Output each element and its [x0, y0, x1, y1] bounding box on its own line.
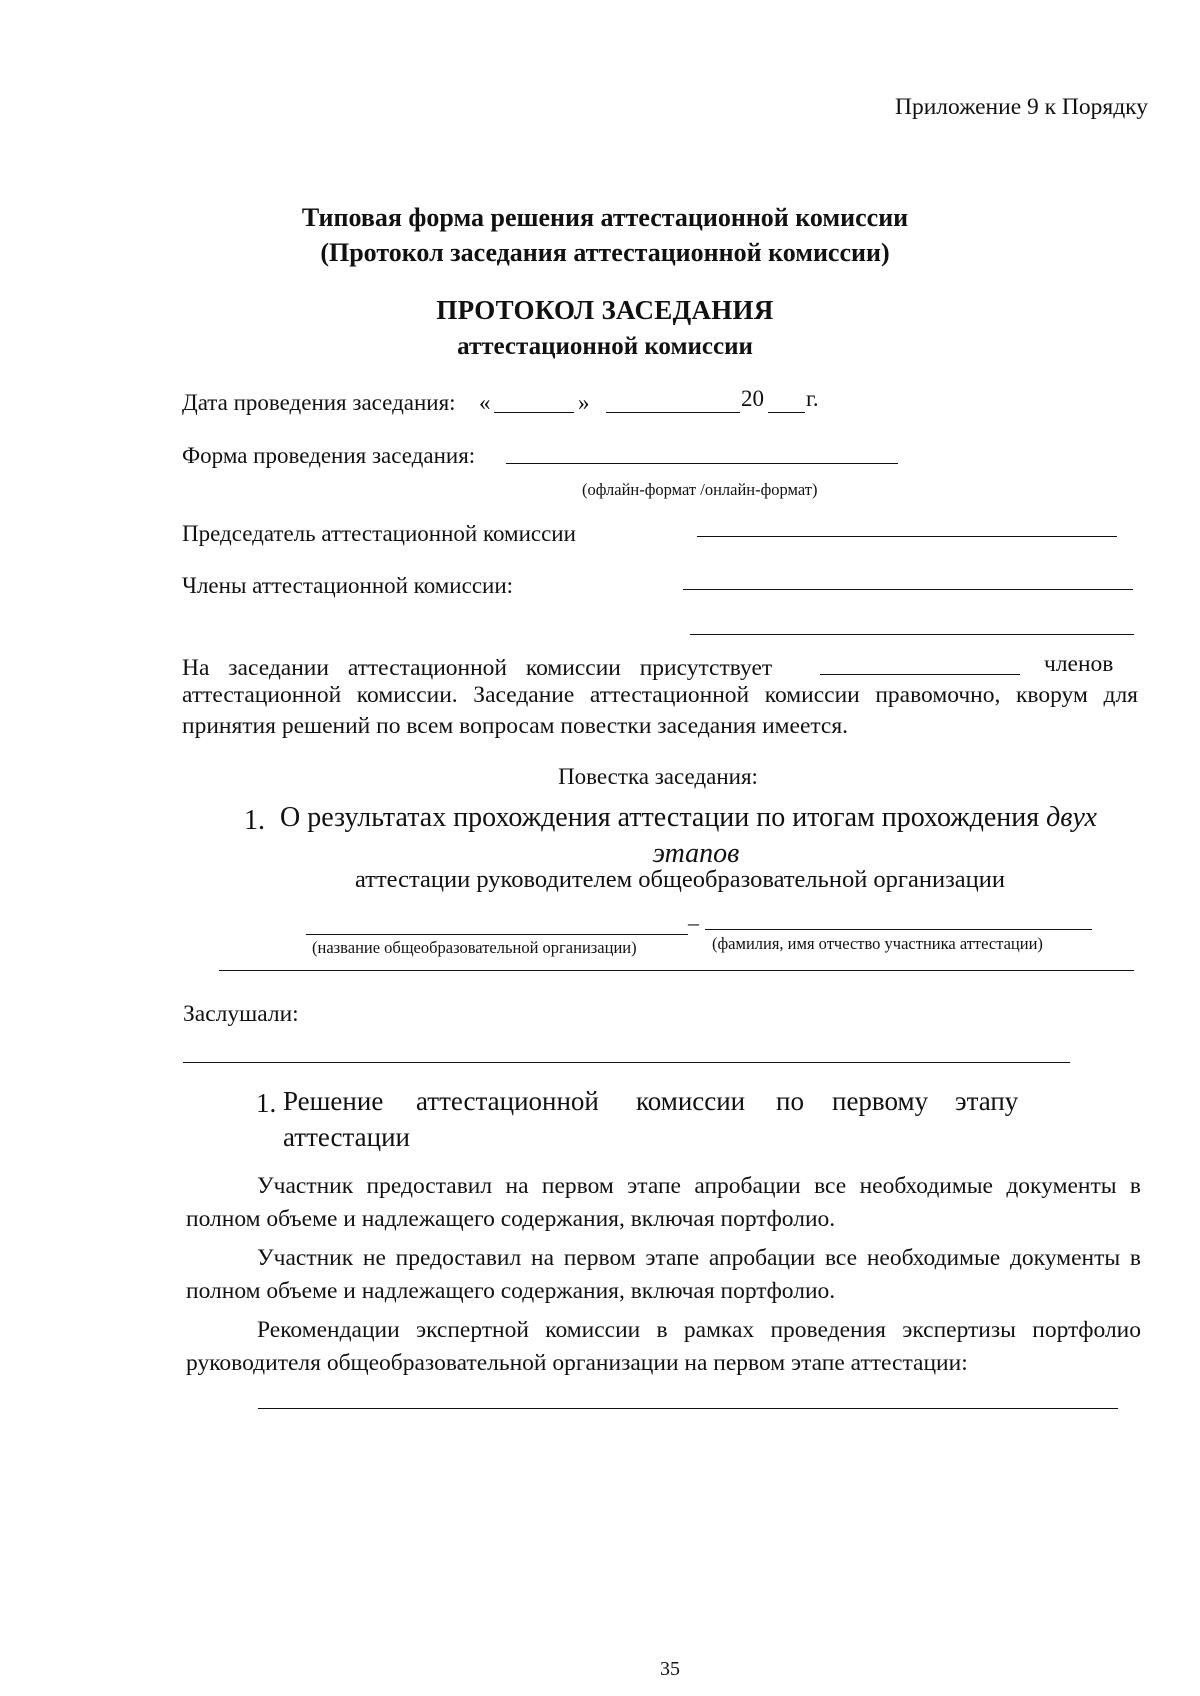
appendix-note: Приложение 9 к Порядку [895, 94, 1148, 120]
form-title: Типовая форма решения аттестационной комиссии [301, 203, 909, 232]
date-close-quote: » [578, 390, 590, 415]
chair-label: Председатель аттестационной комиссии [182, 521, 576, 546]
agenda-item-line3: аттестации руководителем общеобразовательной организации [355, 866, 1005, 893]
date-label: Дата проведения заседания: [182, 390, 456, 415]
date-month-field[interactable] [606, 412, 740, 413]
quorum-prefix: На заседании аттестационной комиссии присутствует [182, 655, 773, 681]
agenda-separator [219, 970, 1134, 971]
form-label: Форма проведения заседания: [182, 443, 476, 468]
agenda-dash: – [688, 910, 699, 935]
agenda-item-italic: двух [1046, 802, 1097, 833]
agenda-heading: Повестка заседания: [558, 764, 758, 789]
protocol-subtitle: аттестационной комиссии [457, 333, 753, 360]
quorum-text: аттестационной комиссии. Заседание аттестационной комиссии правомочно, кворум для принятия решений по всем вопросам повестки заседания имеется. [182, 682, 1138, 739]
decision-title-word-6: этапу [955, 1086, 1019, 1116]
form-subtitle: (Протокол заседания аттестационной комиссии) [320, 238, 890, 267]
decision-title-word-5: первому [832, 1086, 929, 1116]
recommendations-field[interactable] [258, 1408, 1118, 1409]
page-number: 35 [660, 1658, 680, 1680]
decision-title-line2: аттестации [283, 1122, 410, 1152]
participant-name-field[interactable] [705, 929, 1092, 930]
decision-title-word-4: по [776, 1086, 804, 1116]
quorum-suffix: членов [1044, 651, 1114, 677]
form-field[interactable] [506, 463, 898, 464]
org-name-field[interactable] [306, 934, 688, 935]
form-hint: (офлайн-формат /онлайн-формат) [582, 480, 818, 499]
chair-field[interactable] [697, 536, 1117, 537]
decision-number: 1. [256, 1088, 277, 1118]
decision-title-word-3: комиссии [636, 1086, 746, 1116]
quorum-count-field[interactable] [820, 674, 1020, 675]
decision-paragraph-3: Рекомендации экспертной комиссии в рамках проведения экспертизы портфолио руководителя общеобразовательной организации на первом этапе аттестации: [186, 1317, 1141, 1376]
agenda-item-number: 1. [244, 805, 265, 836]
decision-title-word-1: Решение [283, 1086, 384, 1116]
decision-title-word-2: аттестационной [416, 1086, 599, 1116]
agenda-item-line1 [280, 802, 1097, 834]
heard-label: Заслушали: [183, 1001, 299, 1027]
org-name-hint: (название общеобразовательной организации) [312, 938, 637, 957]
decision-paragraph-2: Участник не предоставил на первом этапе апробации все необходимые документы в полном объеме и надлежащего содержания, включая портфолио. [186, 1245, 1141, 1304]
agenda-item-text: О результатах прохождения аттестации по итогам прохождения [280, 802, 1040, 833]
agenda-item-italic-2: этапов [652, 838, 740, 869]
members-field-2[interactable] [690, 634, 1134, 635]
protocol-title: ПРОТОКОЛ ЗАСЕДАНИЯ [436, 295, 774, 325]
decision-paragraph-1: Участник предоставил на первом этапе апробации все необходимые документы в полном объеме и надлежащего содержания, включая портфолио. [186, 1173, 1141, 1232]
date-year-field[interactable] [768, 412, 805, 413]
date-year-suffix: г. [806, 386, 819, 411]
date-open-quote: « [479, 390, 491, 415]
participant-name-hint: (фамилия, имя отчество участника аттестации) [712, 934, 1043, 953]
heard-field[interactable] [183, 1062, 1070, 1063]
date-year-prefix: 20 [741, 386, 764, 411]
members-field-1[interactable] [683, 589, 1133, 590]
members-label: Члены аттестационной комиссии: [182, 573, 514, 598]
date-day-field[interactable] [494, 412, 574, 413]
